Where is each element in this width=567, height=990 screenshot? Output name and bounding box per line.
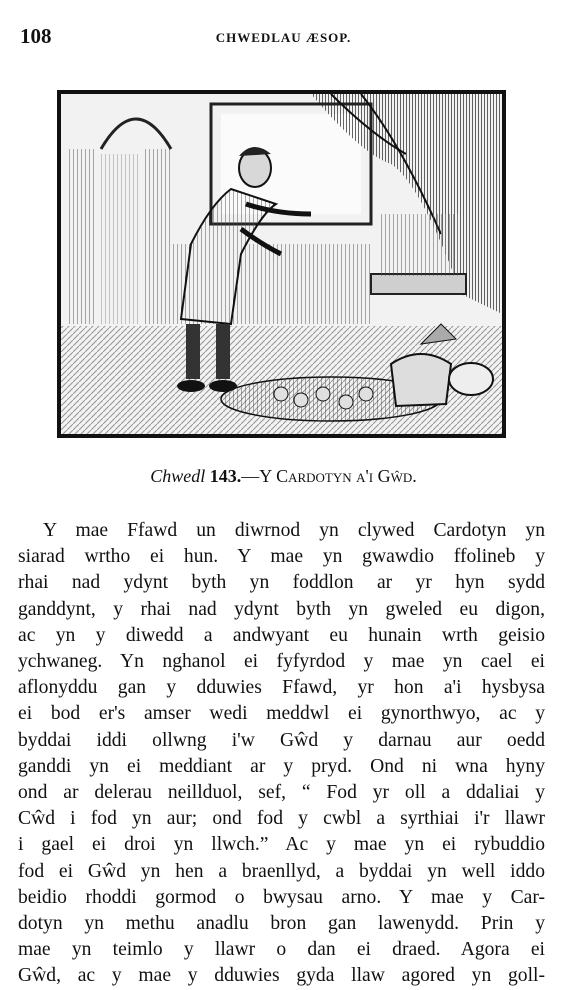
text-line: ganddynt, y rhai nad ydynt byth yn gweled eu digon, [18,598,545,620]
page-header [18,24,549,50]
text-line: ganddi yn ei meddiant ar y pryd. Ond ni wna hyny [18,755,545,777]
caption-label: Chwedl [150,466,206,486]
text-line: ychwaneg. Yn nghanol ei fyfyrdod y mae yn cael ei [18,651,545,673]
caption-number: 143. [209,466,242,486]
text-line: beidio rhoddi gormod o bwysau arno. Y mae y Car- [18,886,545,908]
text-line: siarad wrtho ei hun. Y mae yn gwawdio ffolineb y [18,546,545,568]
caption-title: —Y Cardotyn a'i Gŵd. [241,466,417,486]
text-line: mae yn teimlo y llawr o dan ei draed. Agora ei [18,939,545,961]
text-line: rhai nad ydynt byth yn foddlon ar yr hyn sydd [18,572,545,594]
woodcut-illustration [57,90,506,438]
text-line: ac yn y diwedd a andwyant eu hunain wrth geisio [18,624,545,646]
text-line: Gŵd, ac y mae y dduwies gyda llaw agored yn goll- [18,965,545,987]
text-line: ond ar delerau neillduol, sef, “ Fod yr oll a ddaliai y [18,782,545,804]
text-line: byddai iddi ollwng i'w Gŵd y darnau aur oedd [18,729,545,751]
text-line: fod ei Gŵd yn hen a braenllyd, a byddai yn well iddo [18,860,545,882]
text-line: Cŵd i fod yn aur; ond fod y cwbl a syrthiai i'r llawr [18,808,545,830]
text-line: i gael ei droi yn llwch.” Ac y mae yn ei rybuddio [18,834,545,856]
fable-body [18,518,545,990]
fable-caption [0,466,567,487]
running-title: CHWEDLAU ÆSOP. [215,30,352,45]
page-number: 108 [20,24,52,48]
text-line: Y mae Ffawd un diwrnod yn clywed Cardotyn yn [43,520,545,541]
text-line: aflonyddu gan y dduwies Ffawd, yr hon a'i hysbysa [18,677,545,699]
text-line: ei bod er's amser wedi meddwl ei gynorthwyo, ac y [18,703,545,725]
fable-woodcut-beggar-and-wallet-image [61,94,502,434]
text-line: dotyn yn methu anadlu bron gan lawenydd. Prin y [18,913,545,935]
